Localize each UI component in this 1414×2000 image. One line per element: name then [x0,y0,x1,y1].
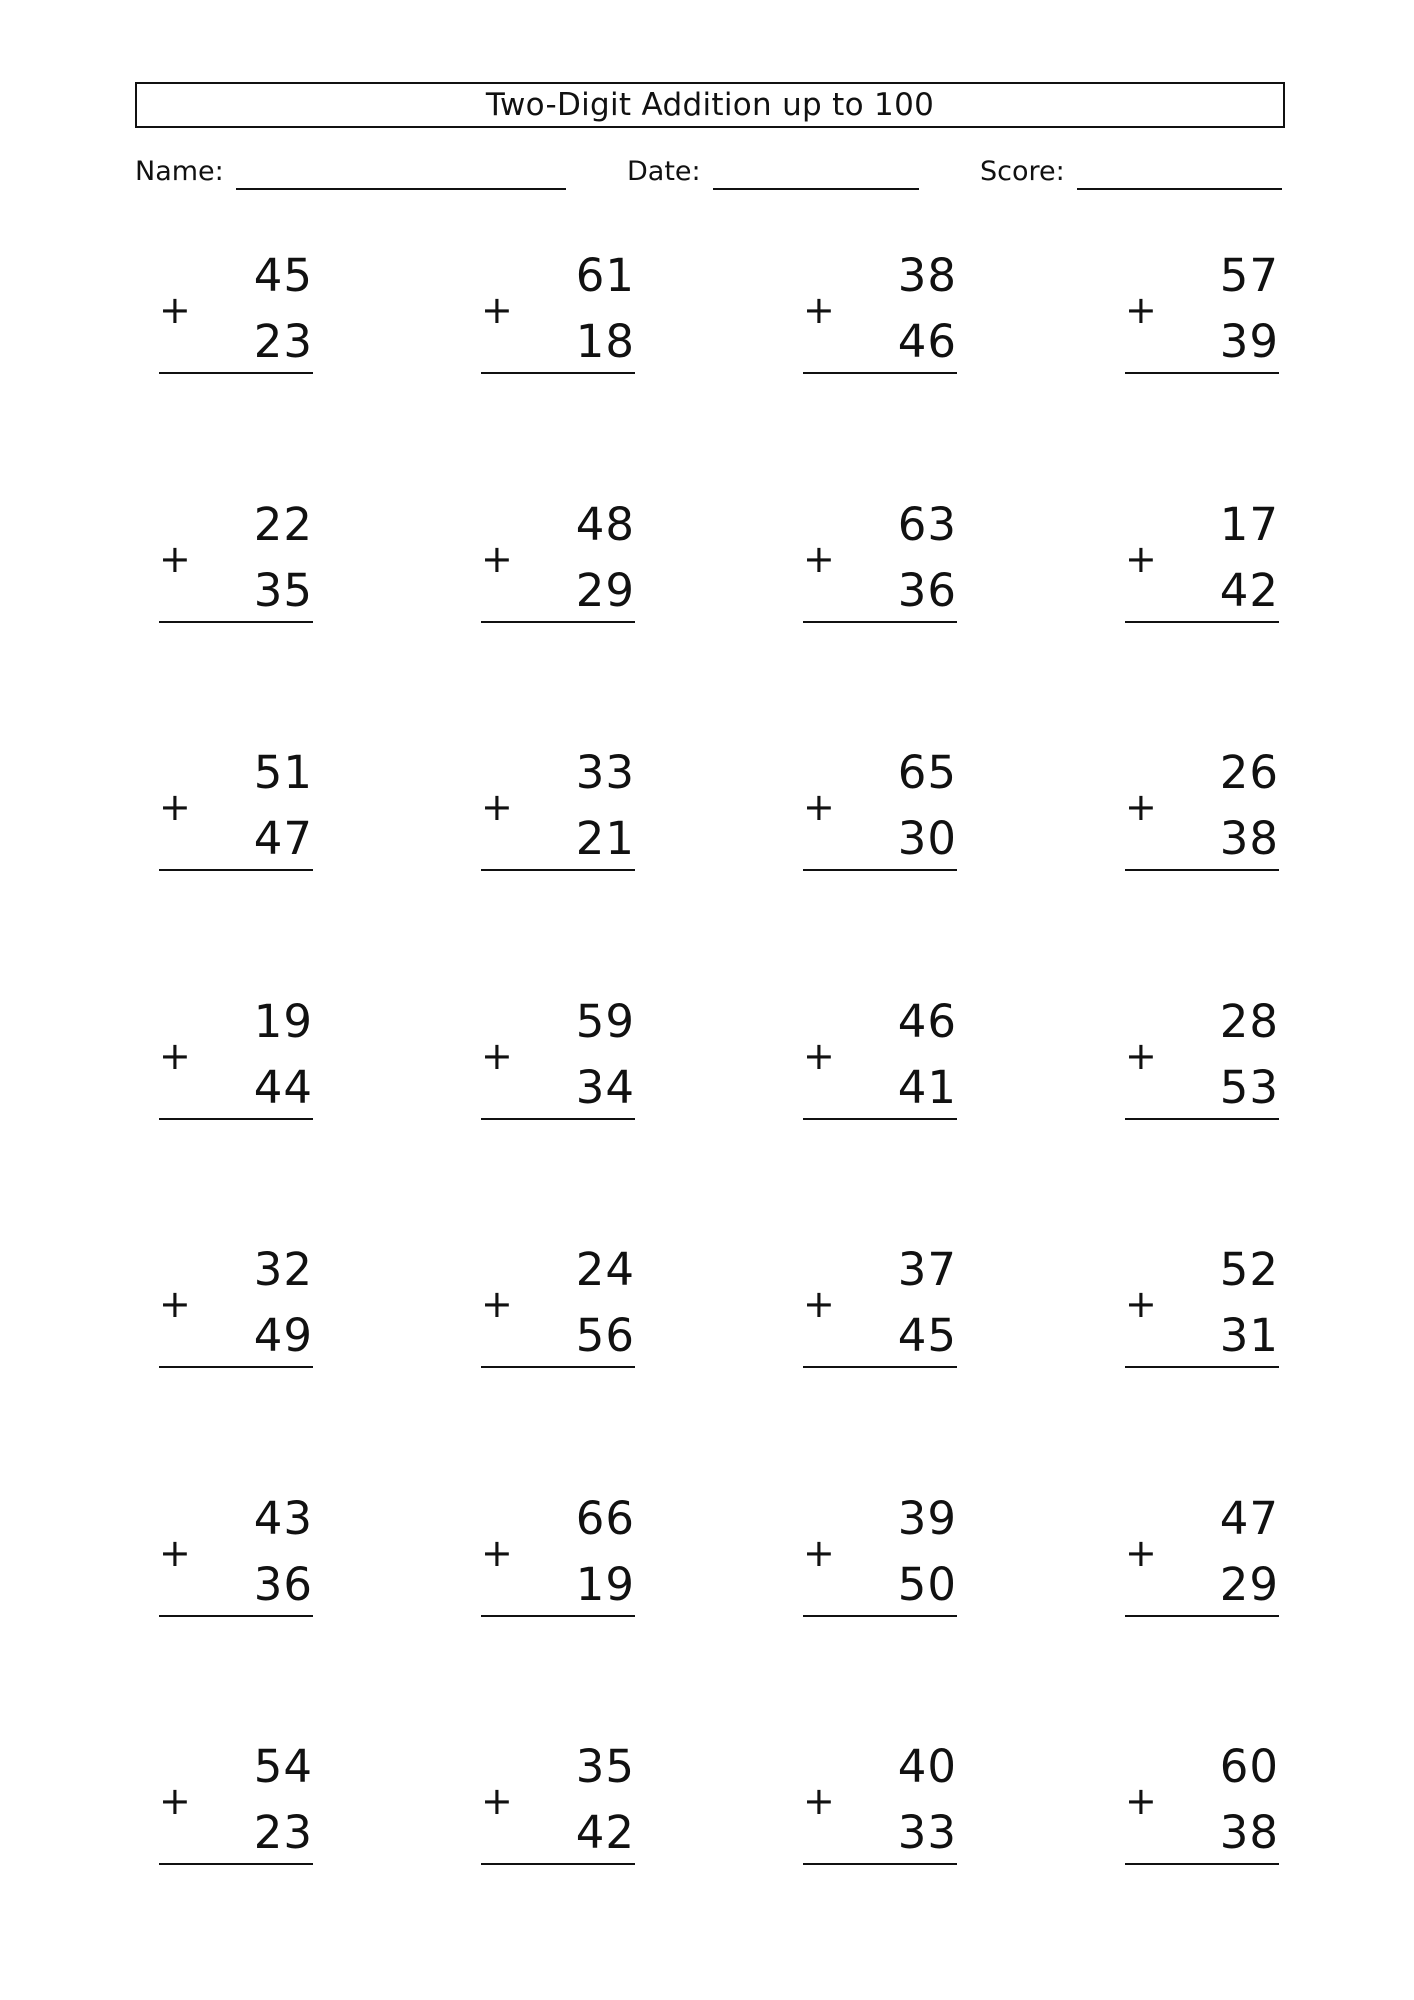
addition-problem [159,994,315,1126]
addend-top: 35 [575,1740,635,1793]
answer-line[interactable] [481,1118,635,1120]
addend-top: 57 [1219,249,1279,302]
addition-problem [803,1739,959,1871]
addend-bottom: 42 [575,1806,635,1859]
addend-top: 17 [1219,497,1279,551]
plus-sign: + [1125,1779,1157,1823]
addition-problem [481,994,637,1126]
addend-bottom: 38 [1219,1806,1279,1859]
date-field [627,152,919,192]
addition-problem [481,745,637,877]
addend-top: 37 [897,1243,957,1296]
addend-top: 48 [575,497,635,551]
addition-problem [481,1739,637,1871]
addition-problem [1125,248,1281,380]
addition-problem [803,745,959,877]
addend-top: 61 [575,249,635,302]
date-blank[interactable] [713,154,919,190]
plus-sign: + [1125,536,1157,581]
plus-sign: + [803,536,835,581]
plus-sign: + [481,1779,513,1823]
addend-top: 33 [575,746,635,799]
addition-problem [803,497,959,629]
addition-problem [481,248,637,380]
addition-problem [159,1491,315,1623]
addend-bottom: 29 [575,563,635,617]
plus-sign: + [481,288,513,332]
plus-sign: + [1125,1282,1157,1326]
name-field [135,152,566,192]
plus-sign: + [803,785,835,829]
addend-top: 45 [253,249,313,302]
addend-bottom: 29 [1219,1557,1279,1611]
addend-bottom: 50 [897,1557,957,1611]
answer-line[interactable] [1125,869,1279,871]
plus-sign: + [1125,1530,1157,1575]
addend-top: 19 [253,994,313,1048]
addend-bottom: 41 [897,1060,957,1114]
answer-line[interactable] [481,869,635,871]
plus-sign: + [1125,1033,1157,1078]
addend-top: 66 [575,1491,635,1545]
addition-problem [481,1242,637,1374]
answer-line[interactable] [1125,621,1279,623]
plus-sign: + [481,536,513,581]
answer-line[interactable] [481,1863,635,1865]
addend-top: 24 [575,1243,635,1296]
plus-sign: + [803,1530,835,1575]
addend-top: 26 [1219,746,1279,799]
addend-bottom: 21 [575,812,635,865]
answer-line[interactable] [481,372,635,374]
answer-line[interactable] [803,1366,957,1368]
addend-bottom: 23 [253,1806,313,1859]
answer-line[interactable] [1125,1118,1279,1120]
addition-problem [159,1739,315,1871]
addition-problem [159,248,315,380]
addend-top: 59 [575,994,635,1048]
name-label: Name: [135,156,224,187]
name-blank[interactable] [236,154,566,190]
answer-line[interactable] [159,869,313,871]
addition-problem [1125,1242,1281,1374]
addend-bottom: 18 [575,315,635,368]
addend-top: 47 [1219,1491,1279,1545]
addend-bottom: 31 [1219,1309,1279,1362]
addend-bottom: 35 [253,563,313,617]
plus-sign: + [1125,785,1157,829]
answer-line[interactable] [159,372,313,374]
plus-sign: + [481,1282,513,1326]
addend-top: 39 [897,1491,957,1545]
addition-problem [159,1242,315,1374]
answer-line[interactable] [159,621,313,623]
answer-line[interactable] [481,1366,635,1368]
addition-problem [1125,994,1281,1126]
addition-problem [1125,1739,1281,1871]
plus-sign: + [481,1033,513,1078]
addend-top: 28 [1219,994,1279,1048]
answer-line[interactable] [803,372,957,374]
addition-problem [803,248,959,380]
answer-line[interactable] [159,1366,313,1368]
addend-bottom: 34 [575,1060,635,1114]
addend-bottom: 44 [253,1060,313,1114]
answer-line[interactable] [803,1118,957,1120]
answer-line[interactable] [481,1615,635,1617]
answer-line[interactable] [1125,1615,1279,1617]
plus-sign: + [159,536,191,581]
addend-bottom: 38 [1219,812,1279,865]
score-field [980,152,1282,192]
plus-sign: + [481,785,513,829]
plus-sign: + [803,288,835,332]
addend-bottom: 36 [897,563,957,617]
addition-problem [481,497,637,629]
addend-top: 32 [253,1243,313,1296]
addend-top: 54 [253,1740,313,1793]
addend-top: 43 [253,1491,313,1545]
plus-sign: + [159,1530,191,1575]
addend-top: 46 [897,994,957,1048]
addition-problem [803,1491,959,1623]
plus-sign: + [803,1282,835,1326]
addend-bottom: 47 [253,812,313,865]
addend-bottom: 36 [253,1557,313,1611]
plus-sign: + [803,1033,835,1078]
addition-problem [1125,745,1281,877]
addition-problem [481,1491,637,1623]
answer-line[interactable] [159,1118,313,1120]
answer-line[interactable] [1125,1366,1279,1368]
date-label: Date: [627,156,701,187]
addend-top: 51 [253,746,313,799]
addend-bottom: 23 [253,315,313,368]
addition-problem [1125,1491,1281,1623]
plus-sign: + [803,1779,835,1823]
addend-bottom: 49 [253,1309,313,1362]
addition-problem [803,994,959,1126]
addend-bottom: 19 [575,1557,635,1611]
addition-problem [159,497,315,629]
score-blank[interactable] [1077,154,1282,190]
answer-line[interactable] [803,1863,957,1865]
addend-top: 40 [897,1740,957,1793]
addend-top: 22 [253,497,313,551]
addend-bottom: 42 [1219,563,1279,617]
score-label: Score: [980,156,1065,187]
plus-sign: + [159,1282,191,1326]
addition-problem [1125,497,1281,629]
addend-bottom: 39 [1219,315,1279,368]
addend-bottom: 46 [897,315,957,368]
plus-sign: + [159,1779,191,1823]
addend-top: 63 [897,497,957,551]
plus-sign: + [159,1033,191,1078]
addend-bottom: 45 [897,1309,957,1362]
addition-problem [803,1242,959,1374]
plus-sign: + [159,288,191,332]
answer-line[interactable] [159,1615,313,1617]
addend-bottom: 30 [897,812,957,865]
addend-top: 65 [897,746,957,799]
answer-line[interactable] [481,621,635,623]
addend-top: 52 [1219,1243,1279,1296]
answer-line[interactable] [803,1615,957,1617]
answer-line[interactable] [803,621,957,623]
plus-sign: + [481,1530,513,1575]
answer-line[interactable] [1125,372,1279,374]
worksheet-title: Two-Digit Addition up to 100 [135,82,1285,128]
plus-sign: + [159,785,191,829]
addend-bottom: 56 [575,1309,635,1362]
addend-bottom: 53 [1219,1060,1279,1114]
addend-top: 38 [897,249,957,302]
answer-line[interactable] [803,869,957,871]
addend-bottom: 33 [897,1806,957,1859]
student-info-row [0,152,1414,192]
addend-top: 60 [1219,1740,1279,1793]
answer-line[interactable] [1125,1863,1279,1865]
addition-problem [159,745,315,877]
plus-sign: + [1125,288,1157,332]
answer-line[interactable] [159,1863,313,1865]
